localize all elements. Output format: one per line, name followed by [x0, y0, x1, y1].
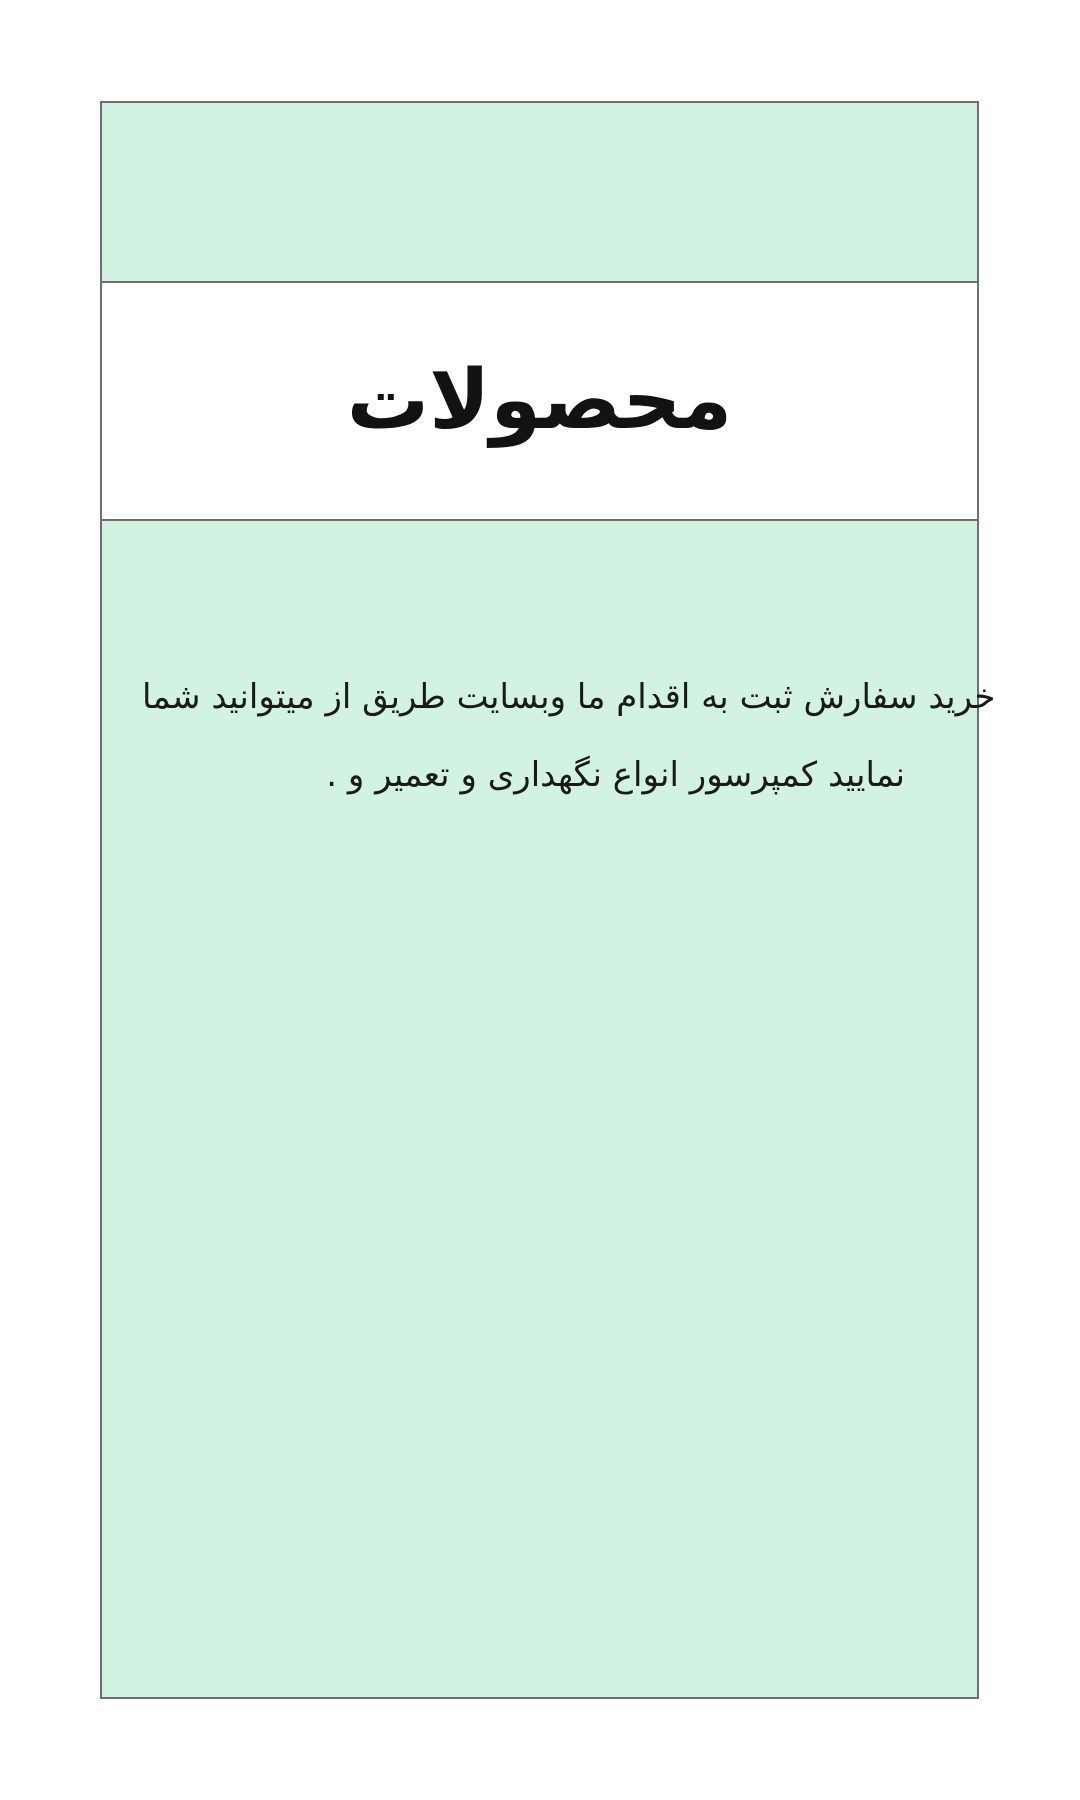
- page-title: محصولات: [346, 353, 733, 448]
- intro-word: از: [325, 677, 352, 717]
- products-section-panel: [100, 101, 996, 1699]
- intro-word: طریق: [362, 677, 446, 717]
- intro-word: خرید: [928, 677, 996, 717]
- intro-word: اقدام: [616, 677, 691, 717]
- title-band: [102, 283, 977, 521]
- intro-word: سفارش: [803, 677, 918, 717]
- intro-word: کمپرسور: [689, 755, 818, 795]
- intro-word: وبسایت: [456, 677, 567, 717]
- intro-line: [142, 658, 996, 736]
- intro-paragraph: [102, 521, 996, 814]
- intro-word: به: [701, 677, 729, 717]
- intro-word: نگهداری: [487, 755, 602, 795]
- intro-line: [142, 736, 905, 814]
- top-green-band: [102, 103, 977, 283]
- intro-word: شما: [142, 677, 201, 717]
- intro-word: میتوانید: [211, 677, 315, 717]
- intro-word: ثبت: [739, 677, 793, 717]
- intro-word: نمایید: [827, 755, 905, 795]
- intro-word: و: [460, 755, 477, 795]
- intro-word: انواع: [612, 755, 679, 795]
- intro-word: تعمیر: [375, 755, 450, 795]
- intro-word: و: [347, 755, 365, 795]
- intro-word: ما: [576, 677, 606, 717]
- body-green-band: [102, 521, 996, 1697]
- intro-word: .: [326, 755, 338, 795]
